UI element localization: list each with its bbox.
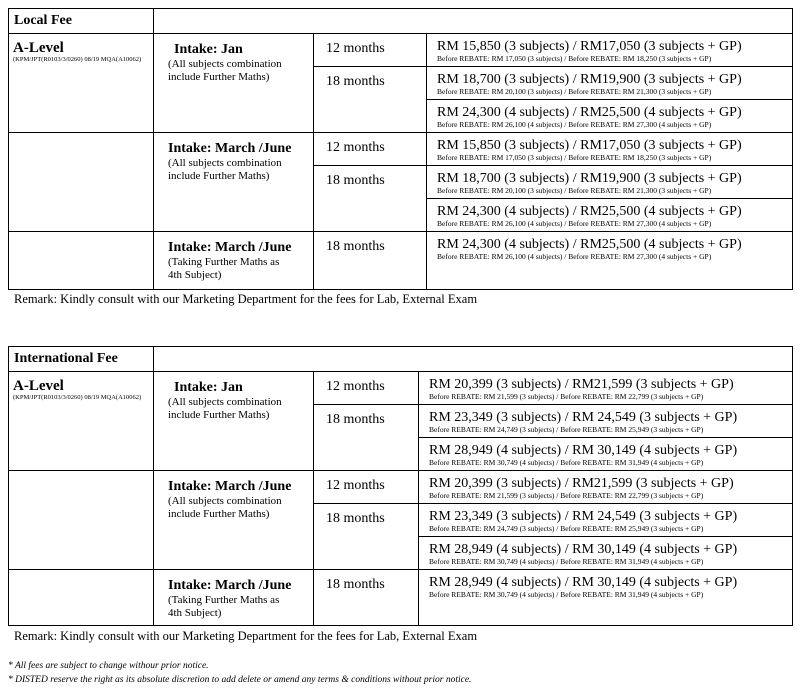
fee-amount: RM 24,300 (4 subjects) / RM25,500 (4 subjects + GP) — [437, 237, 742, 252]
table-row — [9, 34, 793, 67]
fee-before-rebate: Before REBATE: RM 26,100 (4 subjects) / Before REBATE: RM 27,300 (4 subjects + GP) — [437, 252, 712, 261]
fee-before-rebate: Before REBATE: RM 21,599 (3 subjects) / Before REBATE: RM 22,799 (3 subjects + GP) — [429, 491, 704, 500]
intake-title: Intake: March /June — [168, 578, 292, 593]
program-cell-blank — [9, 570, 154, 626]
duration-cell: 18 months — [314, 570, 419, 626]
program-cell — [9, 34, 154, 133]
intake-note: (Taking Further Maths as — [168, 256, 280, 268]
fee-amount: RM 23,349 (3 subjects) / RM 24,549 (3 subjects + GP) — [429, 410, 738, 425]
program-cell-blank — [9, 133, 154, 232]
program-cell — [9, 372, 154, 471]
program-code: (KPM/JPT(R0103/3/0260) 08/19 MQA(A10062) — [13, 56, 142, 63]
intake-cell — [154, 34, 314, 133]
duration-cell: 18 months — [314, 67, 427, 133]
fee-cell — [427, 133, 793, 166]
intake-note: (All subjects combination — [168, 157, 282, 169]
intake-title: Intake: Jan — [174, 42, 243, 57]
program-cell-blank — [9, 232, 154, 290]
local-fee-title: Local Fee — [9, 9, 154, 34]
fee-before-rebate: Before REBATE: RM 20,100 (3 subjects) / Before REBATE: RM 21,300 (3 subjects + GP) — [437, 186, 712, 195]
international-fee-table — [8, 346, 793, 626]
intake-title: Intake: Jan — [174, 380, 243, 395]
fee-before-rebate: Before REBATE: RM 17,050 (3 subjects) / Before REBATE: RM 18,250 (3 subjects + GP) — [437, 54, 712, 63]
fee-cell — [427, 100, 793, 133]
fee-amount: RM 20,399 (3 subjects) / RM21,599 (3 subjects + GP) — [429, 476, 734, 491]
duration-cell: 12 months — [314, 471, 419, 504]
fee-cell — [427, 67, 793, 100]
fee-cell — [419, 570, 793, 626]
program-code: (KPM/JPT(R0103/3/0260) 08/19 MQA(A10062) — [13, 394, 142, 401]
duration-cell: 18 months — [314, 504, 419, 570]
international-fee-header-blank — [154, 347, 793, 372]
fee-amount: RM 24,300 (4 subjects) / RM25,500 (4 subjects + GP) — [437, 204, 742, 219]
duration-cell: 18 months — [314, 166, 427, 232]
intake-title: Intake: March /June — [168, 240, 292, 255]
intake-note: include Further Maths) — [168, 170, 270, 182]
fee-before-rebate: Before REBATE: RM 20,100 (3 subjects) / Before REBATE: RM 21,300 (3 subjects + GP) — [437, 87, 712, 96]
intake-note: (All subjects combination — [168, 495, 282, 507]
fee-amount: RM 23,349 (3 subjects) / RM 24,549 (3 subjects + GP) — [429, 509, 738, 524]
intake-note: include Further Maths) — [168, 71, 270, 83]
fee-amount: RM 18,700 (3 subjects) / RM19,900 (3 subjects + GP) — [437, 171, 742, 186]
intake-note: include Further Maths) — [168, 409, 270, 421]
footnote-disted-rights: * DISTED reserve the right as its absolute discretion to add delete or amend any terms & conditions without prior notice. — [8, 675, 472, 685]
intake-title: Intake: March /June — [168, 141, 292, 156]
table-row — [9, 133, 793, 166]
fee-cell — [419, 471, 793, 504]
international-fee-title: International Fee — [9, 347, 154, 372]
fee-amount: RM 24,300 (4 subjects) / RM25,500 (4 subjects + GP) — [437, 105, 742, 120]
duration-cell: 12 months — [314, 34, 427, 67]
fee-cell — [427, 166, 793, 199]
fee-before-rebate: Before REBATE: RM 30,749 (4 subjects) / Before REBATE: RM 31,949 (4 subjects + GP) — [429, 590, 704, 599]
intake-note: 4th Subject) — [168, 269, 222, 281]
intake-cell — [154, 133, 314, 232]
fee-before-rebate: Before REBATE: RM 30,749 (4 subjects) / Before REBATE: RM 31,949 (4 subjects + GP) — [429, 458, 704, 467]
fee-cell — [419, 438, 793, 471]
duration-cell: 12 months — [314, 372, 419, 405]
fee-amount: RM 15,850 (3 subjects) / RM17,050 (3 subjects + GP) — [437, 39, 742, 54]
fee-cell — [427, 199, 793, 232]
program-name: A-Level — [13, 378, 64, 394]
local-fee-header-row — [9, 9, 793, 34]
international-fee-remark: Remark: Kindly consult with our Marketing Department for the fees for Lab, External Exam — [14, 629, 478, 643]
intake-cell — [154, 232, 314, 290]
table-row — [9, 570, 793, 626]
fee-before-rebate: Before REBATE: RM 26,100 (4 subjects) / Before REBATE: RM 27,300 (4 subjects + GP) — [437, 120, 712, 129]
fee-cell — [419, 405, 793, 438]
intake-note: (Taking Further Maths as — [168, 594, 280, 606]
duration-cell: 18 months — [314, 405, 419, 471]
fee-before-rebate: Before REBATE: RM 30,749 (4 subjects) / Before REBATE: RM 31,949 (4 subjects + GP) — [429, 557, 704, 566]
duration-cell: 12 months — [314, 133, 427, 166]
local-fee-table — [8, 8, 793, 290]
fee-before-rebate: Before REBATE: RM 21,599 (3 subjects) / Before REBATE: RM 22,799 (3 subjects + GP) — [429, 392, 704, 401]
fee-before-rebate: Before REBATE: RM 26,100 (4 subjects) / Before REBATE: RM 27,300 (4 subjects + GP) — [437, 219, 712, 228]
fee-amount: RM 28,949 (4 subjects) / RM 30,149 (4 subjects + GP) — [429, 443, 738, 458]
program-name: A-Level — [13, 40, 64, 56]
fee-cell — [427, 232, 793, 290]
fee-before-rebate: Before REBATE: RM 24,749 (3 subjects) / Before REBATE: RM 25,949 (3 subjects + GP) — [429, 425, 704, 434]
fee-amount: RM 18,700 (3 subjects) / RM19,900 (3 subjects + GP) — [437, 72, 742, 87]
duration-cell: 18 months — [314, 232, 427, 290]
fee-cell — [419, 372, 793, 405]
fee-cell — [427, 34, 793, 67]
fee-amount: RM 28,949 (4 subjects) / RM 30,149 (4 subjects + GP) — [429, 542, 738, 557]
fee-amount: RM 28,949 (4 subjects) / RM 30,149 (4 subjects + GP) — [429, 575, 738, 590]
international-fee-header-row — [9, 347, 793, 372]
fee-cell — [419, 537, 793, 570]
program-cell-blank — [9, 471, 154, 570]
fee-cell — [419, 504, 793, 537]
local-fee-remark: Remark: Kindly consult with our Marketing Department for the fees for Lab, External Exam — [14, 292, 478, 306]
table-row — [9, 232, 793, 290]
fee-before-rebate: Before REBATE: RM 24,749 (3 subjects) / Before REBATE: RM 25,949 (3 subjects + GP) — [429, 524, 704, 533]
intake-note: include Further Maths) — [168, 508, 270, 520]
fee-amount: RM 20,399 (3 subjects) / RM21,599 (3 subjects + GP) — [429, 377, 734, 392]
local-fee-header-blank — [154, 9, 793, 34]
table-row — [9, 471, 793, 504]
intake-note: (All subjects combination — [168, 58, 282, 70]
fee-before-rebate: Before REBATE: RM 17,050 (3 subjects) / Before REBATE: RM 18,250 (3 subjects + GP) — [437, 153, 712, 162]
intake-note: (All subjects combination — [168, 396, 282, 408]
footnote-fees-change: * All fees are subject to change withour prior notice. — [8, 661, 209, 671]
intake-cell — [154, 372, 314, 471]
intake-cell — [154, 471, 314, 570]
fee-amount: RM 15,850 (3 subjects) / RM17,050 (3 subjects + GP) — [437, 138, 742, 153]
table-row — [9, 372, 793, 405]
intake-note: 4th Subject) — [168, 607, 222, 619]
intake-cell — [154, 570, 314, 626]
intake-title: Intake: March /June — [168, 479, 292, 494]
